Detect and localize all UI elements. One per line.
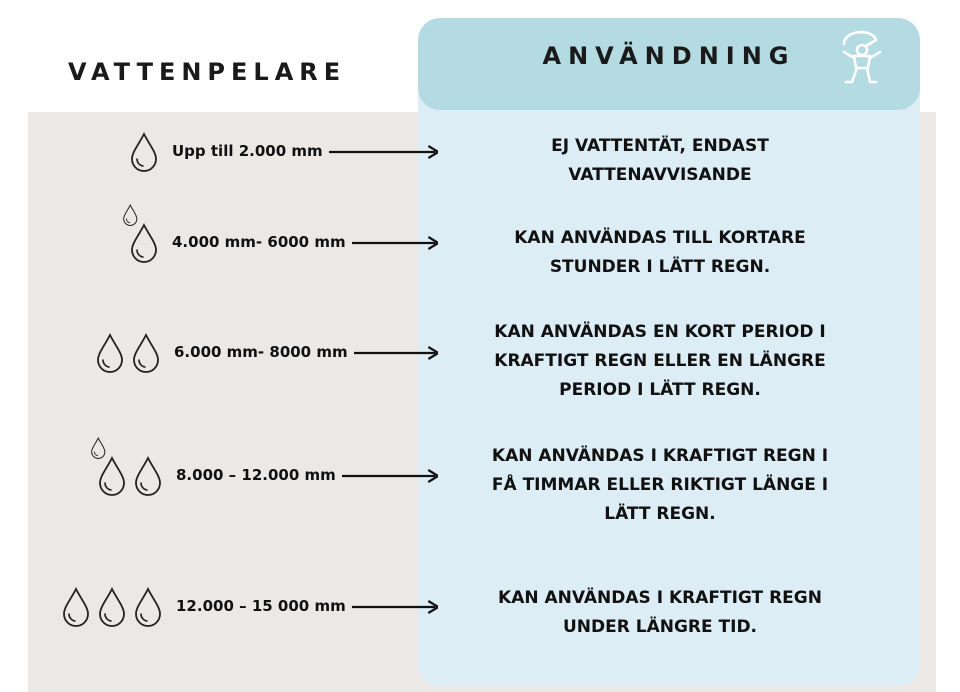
water-drop-icon: [133, 456, 163, 496]
water-drop-icon: [97, 456, 127, 496]
usage-description-line: KRAFTIGT REGN ELLER EN LÄNGRE: [494, 351, 826, 371]
water-drop-icon: [133, 587, 163, 627]
usage-description: [440, 442, 880, 529]
water-drop-icon: [97, 587, 127, 627]
right-arrow-icon: [352, 599, 438, 615]
usage-description-line: KAN ANVÄNDAS I KRAFTIGT REGN: [498, 588, 822, 608]
usage-description: [440, 584, 880, 642]
climber-figure-icon: [832, 22, 888, 88]
usage-description-line: UNDER LÄNGRE TID.: [562, 617, 758, 637]
usage-description-line: FÅ TIMMAR ELLER RIKTIGT LÄNGE I: [491, 475, 829, 495]
water-drop-icon: [122, 204, 139, 226]
water-column-spec: Upp till 2.000 mm: [172, 142, 323, 160]
right-arrow-icon: [354, 345, 438, 361]
right-arrow-icon: [352, 235, 438, 251]
water-column-spec: 6.000 mm- 8000 mm: [174, 343, 348, 361]
water-drop-icon: [95, 333, 125, 373]
water-column-spec: 4.000 mm- 6000 mm: [172, 233, 346, 251]
water-drop-icon: [129, 132, 159, 172]
water-drop-icon: [131, 333, 161, 373]
water-drop-icon: [129, 223, 159, 263]
usage-description-line: EJ VATTENTÄT, ENDAST: [551, 136, 769, 156]
water-drop-icon: [90, 437, 107, 459]
usage-description: [440, 318, 880, 405]
usage-description-line: KAN ANVÄNDAS I KRAFTIGT REGN I: [491, 446, 829, 466]
water-column-spec: 12.000 – 15 000 mm: [176, 597, 346, 615]
usage-description-line: STUNDER I LÄTT REGN.: [549, 257, 771, 277]
usage-description: [440, 132, 880, 190]
column-title-vattenpelare: VATTENPELARE: [68, 58, 347, 86]
usage-description-line: LÄTT REGN.: [604, 504, 716, 524]
usage-description-line: VATTENAVVISANDE: [568, 165, 752, 185]
usage-description-line: PERIOD I LÄTT REGN.: [559, 380, 761, 400]
usage-description-line: KAN ANVÄNDAS TILL KORTARE: [514, 228, 806, 248]
column-title-anvandning: ANVÄNDNING: [542, 42, 796, 70]
right-arrow-icon: [329, 144, 438, 160]
right-arrow-icon: [342, 468, 438, 484]
water-drop-icon: [61, 587, 91, 627]
usage-description-line: KAN ANVÄNDAS EN KORT PERIOD I: [494, 322, 826, 342]
usage-description: [440, 224, 880, 282]
water-column-spec: 8.000 – 12.000 mm: [176, 466, 336, 484]
